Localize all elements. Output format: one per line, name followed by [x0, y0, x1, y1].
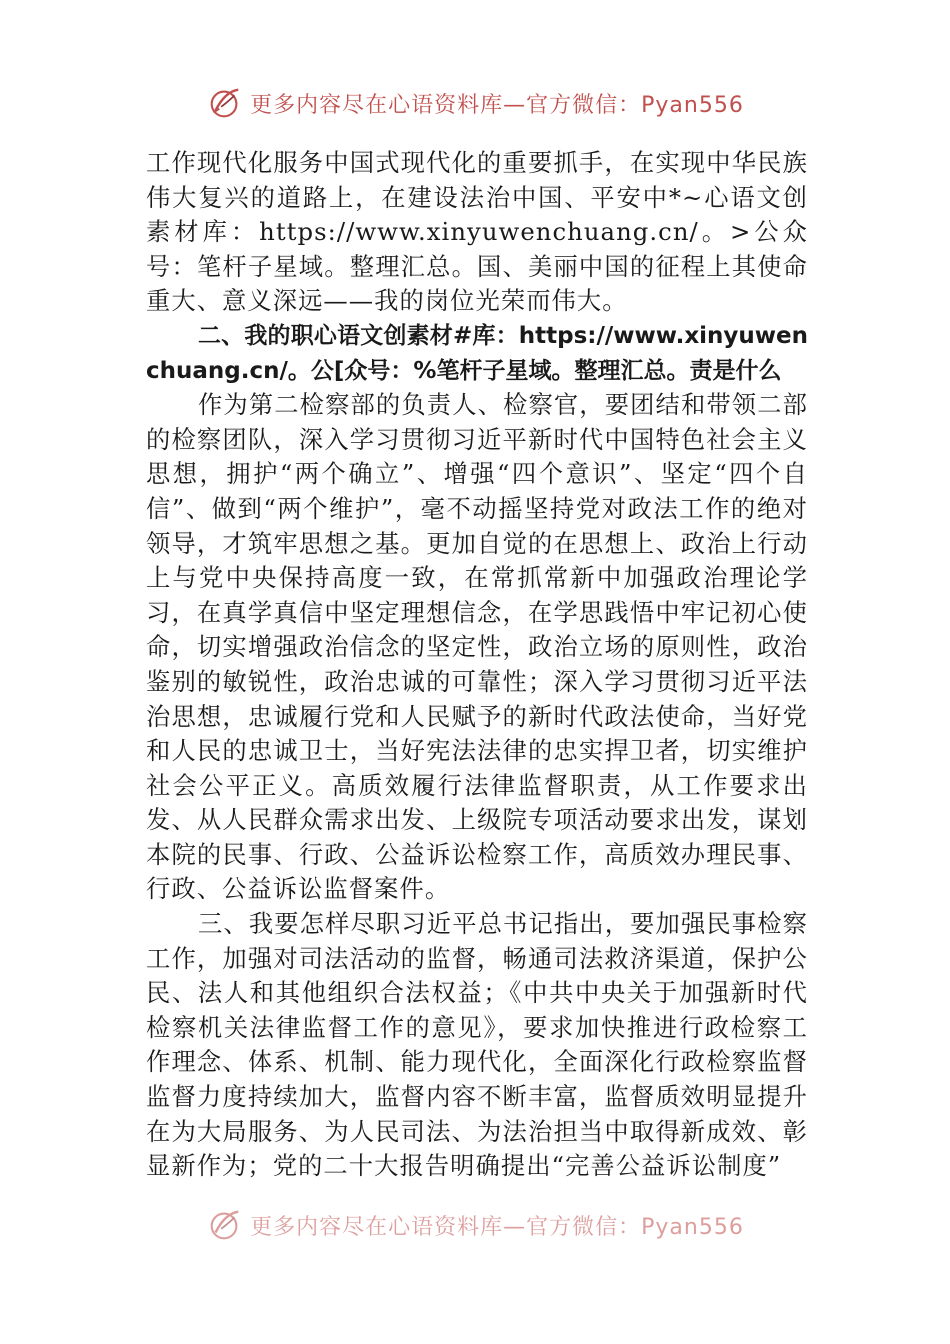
paragraph: 三、我要怎样尽职习近平总书记指出，要加强民事检察工作，加强对司法活动的监督，畅通司法救济渠道，保护公民、法人和其他组织合法权益；《中共中央关于加强新时代检察机关法律监督工作的意见》，要求加快推进行政检察工作理念、体系、机制、能力现代化，全面深化行政检察监督监督力度持续加大，监督内容不断丰富，监督质效明显提升在为大局服务、为人民司法、为法治担当中取得新成效、彰显新作为；党的二十大报告明确提出“完善公益诉讼制度” [146, 909, 808, 1181]
pen-swirl-logo-icon [206, 84, 244, 122]
footer-watermark [0, 1205, 950, 1245]
paragraph: 作为第二检察部的负责人、检察官，要团结和带领二部的检察团队，深入学习贯彻习近平新时代中国特色社会主义思想，拥护“两个确立”、增强“四个意识”、坚定“四个自信”、做到“两个维护”，毫不动摇坚持党对政法工作的绝对领导，才筑牢思想之基。更加自觉的在思想上、政治上行动上与党中央保持高度一致，在常抓常新中加强政治理论学习，在真学真信中坚定理想信念，在学思践悟中牢记初心使命，切实增强政治信念的坚定性，政治立场的原则性，政治鉴别的敏锐性，政治忠诚的可靠性；深入学习贯彻习近平法治思想，忠诚履行党和人民赋予的新时代政法使命，当好党和人民的忠诚卫士，当好宪法法律的忠实捍卫者，切实维护社会公平正义。高质效履行法律监督职责，从工作要求出发、从人民群众需求出发、上级院专项活动要求出发，谋划本院的民事、行政、公益诉讼检察工作，高质效办理民事、行政、公益诉讼监督案件。 [146, 390, 808, 904]
section-heading: 二、我的职心语文创素材#库：https://www.xinyuwenchuang.cn/。公[众号：%笔杆子星域。整理汇总。责是什么 [146, 322, 808, 384]
watermark-text: 更多内容尽在心语资料库—官方微信：Pyan556 [250, 1214, 744, 1240]
watermark-text: 更多内容尽在心语资料库—官方微信：Pyan556 [250, 92, 744, 118]
paragraph: 工作现代化服务中国式现代化的重要抓手，在实现中华民族伟大复兴的道路上，在建设法治中国、平安中*~心语文创素材库：https://www.xinyuwenchuang.cn/。>公众号：笔杆子星域。整理汇总。国、美丽中国的征程上其使命重大、意义深远——我的岗位光荣而伟大。 [146, 148, 808, 316]
header-watermark [0, 83, 950, 123]
document-body [146, 146, 808, 1184]
pen-swirl-logo-icon [206, 1206, 244, 1244]
